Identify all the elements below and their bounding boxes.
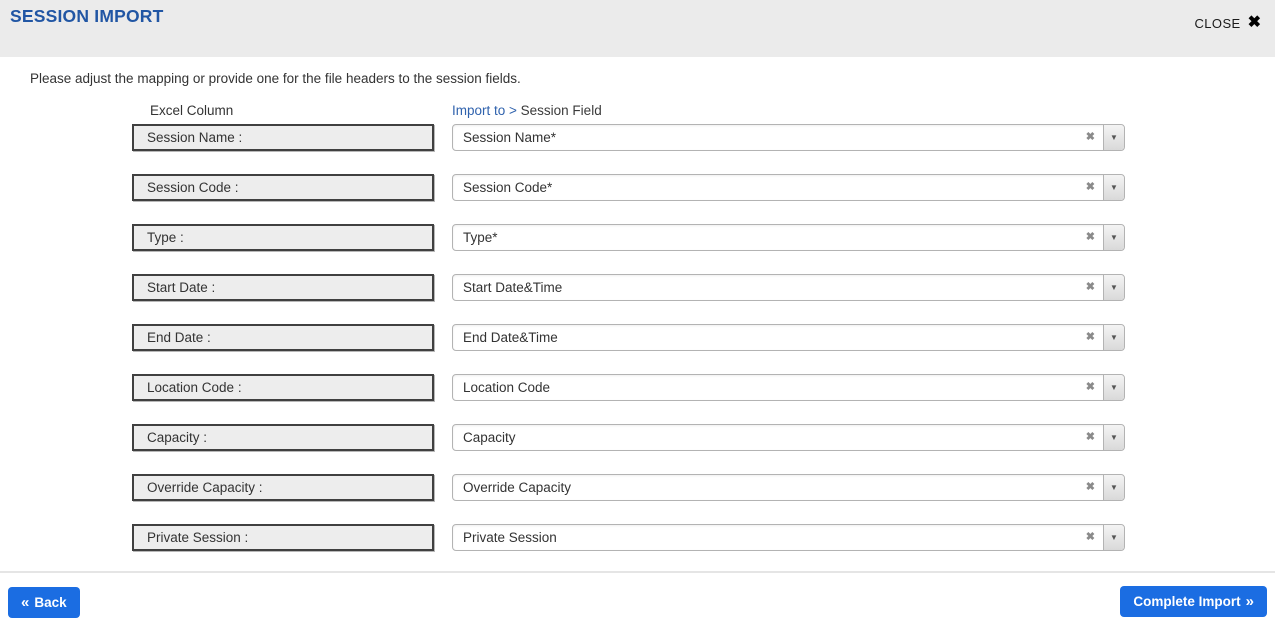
session-field-combobox[interactable] — [452, 524, 1125, 551]
chevron-down-icon: ▼ — [1110, 332, 1118, 342]
session-field-combobox[interactable] — [452, 324, 1125, 351]
row-gap — [434, 324, 452, 351]
dropdown-arrow-button[interactable] — [1103, 425, 1124, 450]
excel-column-label: Start Date : — [147, 280, 216, 295]
complete-import-button[interactable] — [1120, 586, 1267, 617]
session-field-combobox[interactable] — [452, 274, 1125, 301]
session-field-combobox[interactable] — [452, 174, 1125, 201]
session-field-combobox[interactable] — [452, 424, 1125, 451]
mapping-row — [132, 174, 1125, 201]
row-gap — [434, 524, 452, 551]
mapping-instruction: Please adjust the mapping or provide one for the file headers to the session fields. — [30, 71, 521, 86]
mapping-row — [132, 224, 1125, 251]
session-field-value: Private Session — [463, 530, 557, 545]
forward-chevrons-icon: » — [1245, 593, 1254, 610]
row-gap — [434, 124, 452, 151]
back-chevrons-icon: « — [21, 594, 30, 611]
clear-selection-icon[interactable]: ✖ — [1085, 331, 1095, 343]
excel-column-box — [132, 424, 434, 451]
excel-column-label: Location Code : — [147, 380, 242, 395]
excel-column-label: Override Capacity : — [147, 480, 263, 495]
mapping-row — [132, 274, 1125, 301]
chevron-down-icon: ▼ — [1110, 382, 1118, 392]
row-gap — [434, 474, 452, 501]
session-field-value: Start Date&Time — [463, 280, 563, 295]
session-field-header — [452, 103, 602, 118]
excel-column-label: Session Code : — [147, 180, 239, 195]
session-field-header-text: Session Field — [516, 103, 602, 118]
excel-column-box — [132, 374, 434, 401]
excel-column-header: Excel Column — [150, 103, 234, 118]
mapping-rows — [132, 124, 1125, 574]
dropdown-arrow-button[interactable] — [1103, 225, 1124, 250]
mapping-row — [132, 124, 1125, 151]
chevron-down-icon: ▼ — [1110, 232, 1118, 242]
dropdown-arrow-button[interactable] — [1103, 525, 1124, 550]
close-button-label: CLOSE — [1194, 15, 1241, 31]
clear-selection-icon[interactable]: ✖ — [1085, 281, 1095, 293]
clear-selection-icon[interactable]: ✖ — [1085, 131, 1095, 143]
session-field-combobox[interactable] — [452, 374, 1125, 401]
clear-selection-icon[interactable]: ✖ — [1085, 181, 1095, 193]
dropdown-arrow-button[interactable] — [1103, 275, 1124, 300]
chevron-down-icon: ▼ — [1110, 182, 1118, 192]
column-headers — [132, 103, 1125, 121]
session-field-value: Location Code — [463, 380, 551, 395]
dropdown-arrow-button[interactable] — [1103, 325, 1124, 350]
excel-column-box — [132, 174, 434, 201]
dropdown-arrow-button[interactable] — [1103, 375, 1124, 400]
excel-column-label: Type : — [147, 230, 184, 245]
session-field-value: End Date&Time — [463, 330, 558, 345]
row-gap — [434, 174, 452, 201]
excel-column-label: Private Session : — [147, 530, 249, 545]
chevron-down-icon: ▼ — [1110, 282, 1118, 292]
complete-import-label: Complete Import — [1133, 594, 1241, 609]
back-button[interactable] — [8, 587, 80, 618]
page-title: SESSION IMPORT — [10, 6, 164, 26]
session-field-combobox[interactable] — [452, 224, 1125, 251]
close-icon: ✖ — [1247, 14, 1261, 31]
chevron-down-icon: ▼ — [1110, 132, 1118, 142]
row-gap — [434, 274, 452, 301]
mapping-row — [132, 424, 1125, 451]
excel-column-box — [132, 224, 434, 251]
mapping-row — [132, 324, 1125, 351]
mapping-row — [132, 374, 1125, 401]
mapping-row — [132, 474, 1125, 501]
clear-selection-icon[interactable]: ✖ — [1085, 481, 1095, 493]
session-field-value: Type* — [463, 230, 498, 245]
excel-column-box — [132, 324, 434, 351]
excel-column-label: End Date : — [147, 330, 211, 345]
session-field-value: Session Name* — [463, 130, 557, 145]
row-gap — [434, 224, 452, 251]
dropdown-arrow-button[interactable] — [1103, 125, 1124, 150]
session-field-value: Capacity — [463, 430, 516, 445]
clear-selection-icon[interactable]: ✖ — [1085, 381, 1095, 393]
excel-column-label: Capacity : — [147, 430, 208, 445]
clear-selection-icon[interactable]: ✖ — [1085, 231, 1095, 243]
row-gap — [434, 374, 452, 401]
excel-column-box — [132, 474, 434, 501]
excel-column-box — [132, 274, 434, 301]
footer-divider — [0, 571, 1275, 573]
excel-column-label: Session Name : — [147, 130, 243, 145]
excel-column-box — [132, 524, 434, 551]
import-to-link[interactable]: Import to > — [452, 103, 517, 118]
chevron-down-icon: ▼ — [1110, 432, 1118, 442]
mapping-row — [132, 524, 1125, 551]
chevron-down-icon: ▼ — [1110, 532, 1118, 542]
session-field-value: Override Capacity — [463, 480, 572, 495]
dialog-titlebar — [0, 0, 1275, 57]
session-field-value: Session Code* — [463, 180, 553, 195]
session-field-combobox[interactable] — [452, 124, 1125, 151]
dropdown-arrow-button[interactable] — [1103, 175, 1124, 200]
session-field-combobox[interactable] — [452, 474, 1125, 501]
row-gap — [434, 424, 452, 451]
dropdown-arrow-button[interactable] — [1103, 475, 1124, 500]
clear-selection-icon[interactable]: ✖ — [1085, 531, 1095, 543]
chevron-down-icon: ▼ — [1110, 482, 1118, 492]
excel-column-box — [132, 124, 434, 151]
clear-selection-icon[interactable]: ✖ — [1085, 431, 1095, 443]
back-button-label: Back — [34, 595, 67, 610]
close-button[interactable] — [1195, 15, 1261, 31]
